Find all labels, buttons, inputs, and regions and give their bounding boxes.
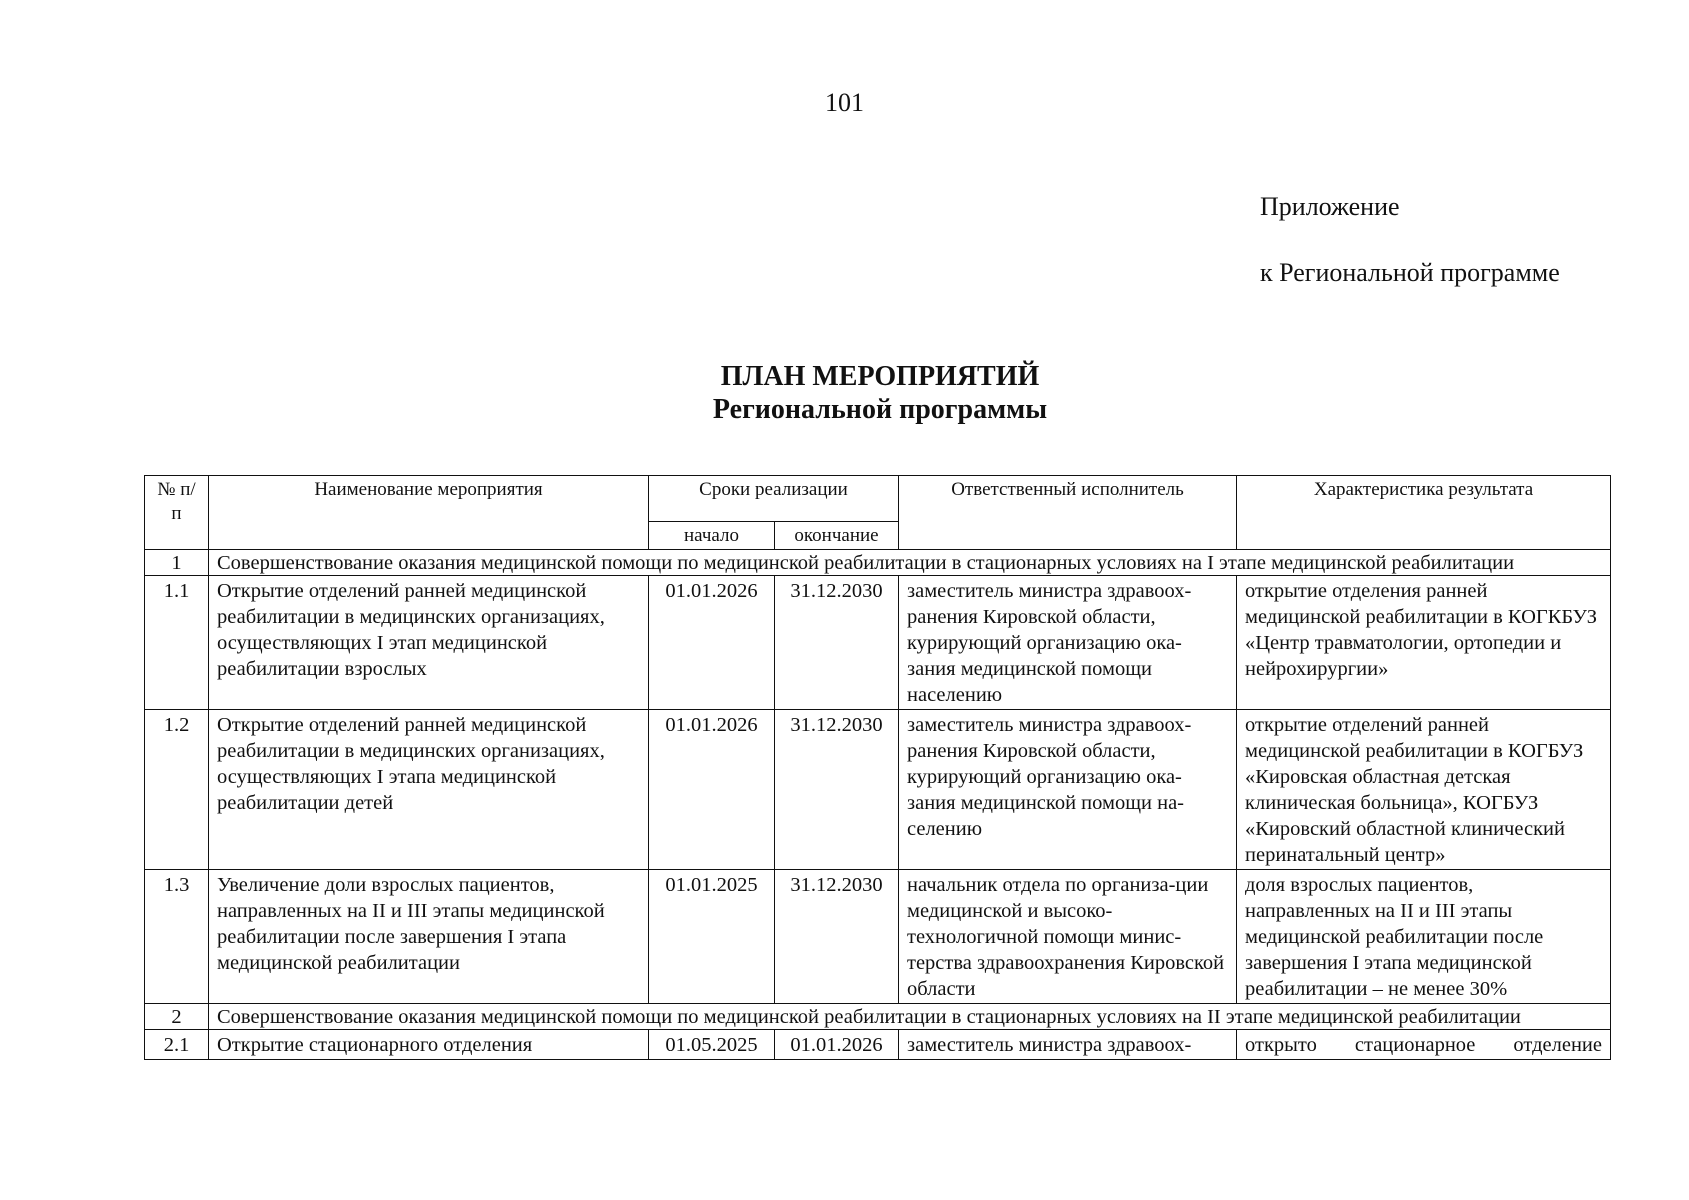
row-result: доля взрослых пациентов, направленных на II и III этапы медицинской реабилитации после завершения I этапа медицинской реабилитации – не менее 30%	[1237, 870, 1611, 1004]
header-result: Характеристика результата	[1237, 476, 1611, 550]
row-num: 1.1	[145, 576, 209, 710]
row-result: открыто стационарное отделение	[1237, 1030, 1611, 1060]
row-responsible: заместитель министра здравоох-ранения Кировской области, курирующий организацию ока-зания медицинской помощи на-селению	[899, 710, 1237, 870]
section-row	[145, 550, 1611, 576]
row-start: 01.05.2025	[649, 1030, 775, 1060]
row-result: открытие отделения ранней медицинской реабилитации в КОГКБУЗ «Центр травматологии, ортопедии и нейрохирургии»	[1237, 576, 1611, 710]
section-num: 2	[145, 1004, 209, 1030]
document-title	[0, 360, 1689, 426]
row-end: 31.12.2030	[775, 576, 899, 710]
row-responsible: заместитель министра здравоох-ранения Кировской области, курирующий организацию ока-зания медицинской помощи населению	[899, 576, 1237, 710]
row-num: 1.3	[145, 870, 209, 1004]
page-number: 101	[825, 88, 864, 117]
row-result: открытие отделений ранней медицинской реабилитации в КОГБУЗ «Кировская областная детская клиническая больница», КОГБУЗ «Кировский областной клинический перинатальный центр»	[1237, 710, 1611, 870]
row-name: Увеличение доли взрослых пациентов, направленных на II и III этапы медицинской реабилитации после завершения I этапа медицинской реабилитации	[209, 870, 649, 1004]
row-responsible: начальник отдела по организа-ции медицинской и высоко-технологичной помощи минис-терства здравоохранения Кировской области	[899, 870, 1237, 1004]
row-num: 1.2	[145, 710, 209, 870]
section-num: 1	[145, 550, 209, 576]
header-row	[145, 476, 1611, 522]
row-end: 31.12.2030	[775, 870, 899, 1004]
appendix-reference: к Региональной программе	[1260, 258, 1560, 287]
table-row	[145, 710, 1611, 870]
section-title: Совершенствование оказания медицинской помощи по медицинской реабилитации в стационарных условиях на II этапе медицинской реабилитации	[209, 1004, 1611, 1030]
header-terms: Сроки реализации	[649, 476, 899, 522]
title-line-2: Региональной программы	[712, 394, 1048, 425]
header-responsible: Ответственный исполнитель	[899, 476, 1237, 550]
row-name: Открытие отделений ранней медицинской реабилитации в медицинских организациях, осуществляющих I этап медицинской реабилитации взрослых	[209, 576, 649, 710]
action-plan-table	[144, 475, 1611, 1060]
header-end: окончание	[775, 522, 899, 550]
header-name: Наименование мероприятия	[209, 476, 649, 550]
row-num: 2.1	[145, 1030, 209, 1060]
row-responsible: заместитель министра здравоох-	[899, 1030, 1237, 1060]
section-row	[145, 1004, 1611, 1030]
title-line-1: ПЛАН МЕРОПРИЯТИЙ	[720, 361, 1040, 392]
row-end: 01.01.2026	[775, 1030, 899, 1060]
header-num: № п/п	[145, 476, 209, 550]
row-name: Открытие отделений ранней медицинской реабилитации в медицинских организациях, осуществляющих I этапа медицинской реабилитации детей	[209, 710, 649, 870]
appendix-label: Приложение	[1260, 192, 1400, 221]
row-name: Открытие стационарного отделения	[209, 1030, 649, 1060]
row-end: 31.12.2030	[775, 710, 899, 870]
row-start: 01.01.2026	[649, 710, 775, 870]
row-start: 01.01.2026	[649, 576, 775, 710]
header-start: начало	[649, 522, 775, 550]
table-row	[145, 1030, 1611, 1060]
row-start: 01.01.2025	[649, 870, 775, 1004]
table-row	[145, 576, 1611, 710]
table-row	[145, 870, 1611, 1004]
section-title: Совершенствование оказания медицинской помощи по медицинской реабилитации в стационарных условиях на I этапе медицинской реабилитации	[209, 550, 1611, 576]
